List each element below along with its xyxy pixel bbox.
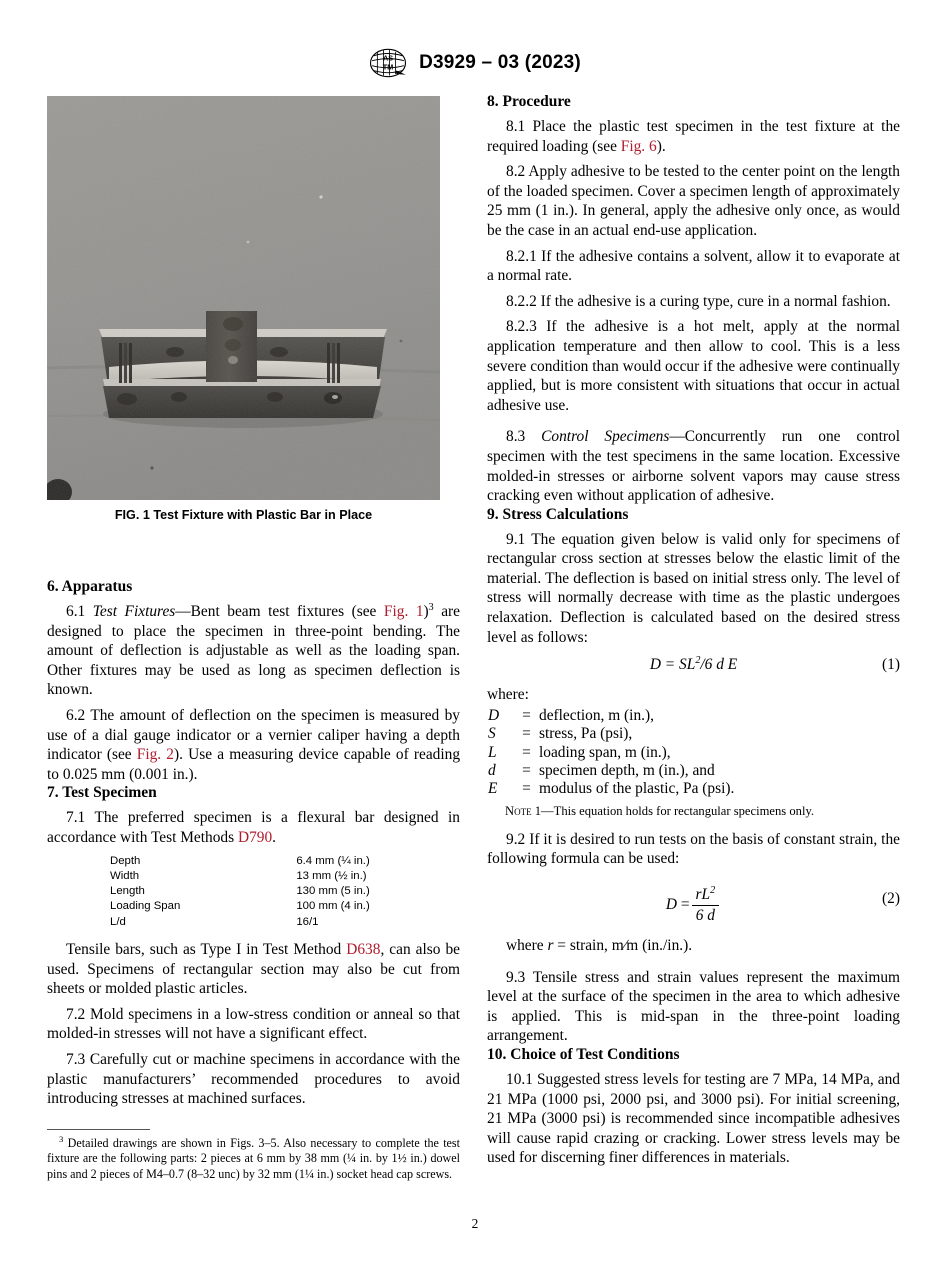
equals-sign: = xyxy=(522,780,531,798)
page-number: 2 xyxy=(471,1216,479,1231)
footnote-ref-3[interactable]: 3 xyxy=(428,601,434,613)
para-8-3-text: —Concurrently run one control specimen with the test specimens in the same location. Excessive molded-in stresses or airborne solvent vapors may cause stress cracking even without application of adhesive. xyxy=(487,428,900,505)
page-title: D3929 – 03 (2023) xyxy=(419,52,581,73)
section-heading-choice-of-test-conditions: 10. Choice of Test Conditions xyxy=(487,1046,680,1064)
table-row xyxy=(110,855,370,870)
note-1 xyxy=(487,803,900,819)
eq2-where-symbol: r xyxy=(547,937,554,955)
paragraph-8-1 xyxy=(487,117,900,156)
para-8-3-term: Control Specimens xyxy=(541,428,670,446)
paragraph-9-1: 9.1 The equation given below is valid only for specimens of rectangular cross section at stresses below the elastic limit of the material. The deflection is based on initial stress only. The level of stress will normally decrease with time as the plastic undergoes relaxation. Deflection is calculated based on the desired stress level as follows: xyxy=(487,530,900,646)
table-row xyxy=(110,870,370,885)
eq2-where-text-a: where xyxy=(506,937,548,955)
eq2-lhs: D xyxy=(665,896,677,914)
spec-property: Length xyxy=(110,885,145,898)
para-8-3-number: 8.3 xyxy=(506,428,542,446)
footnote-divider xyxy=(47,1129,150,1130)
footnote-block xyxy=(47,1129,460,1182)
spec-value: 130 mm (5 in.) xyxy=(296,885,370,898)
eq2-numerator-exponent: 2 xyxy=(710,884,716,896)
para-8-1-text-a: 8.1 Place the plastic test specimen in the test fixture at the required loading (see xyxy=(487,118,900,155)
footnote-text: Detailed drawings are shown in Figs. 3–5. Also necessary to complete the test fixture are the following parts: 2 pieces at 6 mm by 38 mm (¼ in. by 1½ in.) dowel pins and 2 pieces of M4–0.7 (8–32 unc) by 32 mm (1¼ in.) socket head cap screws. xyxy=(47,1136,460,1181)
section-heading-test-specimen: 7. Test Specimen xyxy=(47,784,157,802)
equation-2-body xyxy=(487,886,900,925)
equation-2-fraction xyxy=(692,886,720,925)
symbol-definition: modulus of the plastic, Pa (psi). xyxy=(539,780,735,798)
table-row xyxy=(110,885,370,900)
paragraph-6-1 xyxy=(47,602,460,700)
symbol-definition: specimen depth, m (in.), and xyxy=(539,762,715,780)
symbol: E xyxy=(488,780,498,798)
spec-value: 13 mm (½ in.) xyxy=(296,869,367,882)
paragraph-8-2-2: 8.2.2 If the adhesive is a curing type, cure in a normal fashion. xyxy=(506,292,891,310)
equals-sign: = xyxy=(522,762,531,780)
symbol-definition: stress, Pa (psi), xyxy=(539,725,633,743)
paragraph-tensile-bars xyxy=(47,940,460,999)
para-6-1-text-b: —Bent beam test fixtures (see xyxy=(175,603,384,620)
equation-2-row xyxy=(487,876,900,924)
link-fig-1[interactable]: Fig. 1 xyxy=(383,603,424,620)
specimen-table-body xyxy=(110,855,370,931)
right-column xyxy=(487,93,900,1168)
link-fig-6[interactable]: Fig. 6 xyxy=(620,137,657,155)
symbol-definitions-body xyxy=(488,707,734,799)
para-8-1-text-b: ). xyxy=(656,137,666,155)
footnote-marker: 3 xyxy=(59,1133,64,1144)
test-fixture-photo-svg xyxy=(47,96,440,500)
para-6-1-text-d: are designed to place the specimen in three-point bending. The amount of deflection is adjustable as well as the loading span. Other fixtures may be used as long as specimen deflection is known. xyxy=(47,603,460,699)
para-tensile-text-a: Tensile bars, such as Type I in Test Method xyxy=(66,941,347,959)
equation-1-number: (1) xyxy=(882,656,900,674)
symbol: L xyxy=(488,743,497,761)
paragraph-7-2: 7.2 Mold specimens in a low-stress condition or anneal so that molded-in stresses will not have a significant effect. xyxy=(47,1005,460,1043)
equation-2-number: (2) xyxy=(882,890,900,908)
note-text: 1—This equation holds for rectangular specimens only. xyxy=(531,803,815,818)
eq1-rhs-rest: /6 d E xyxy=(700,656,738,674)
astm-logo xyxy=(369,48,407,78)
note-label: Note xyxy=(505,803,532,818)
svg-text:AS: AS xyxy=(383,53,394,63)
link-fig-2[interactable]: Fig. 2 xyxy=(136,746,175,764)
section-heading-procedure: 8. Procedure xyxy=(487,93,571,110)
eq2-numerator-base: rL xyxy=(695,886,711,904)
table-row xyxy=(488,762,734,780)
symbol-definitions-table xyxy=(488,707,734,799)
para-6-1-term: Test Fixtures xyxy=(92,603,176,620)
equation-1-row xyxy=(487,656,900,678)
equals-sign: = xyxy=(522,706,531,724)
footnote-3 xyxy=(47,1133,460,1182)
eq1-rhs-s: SL xyxy=(679,656,696,674)
eq2-numerator xyxy=(692,886,720,906)
table-row xyxy=(488,707,734,725)
table-row xyxy=(110,916,370,931)
spec-value: 100 mm (4 in.) xyxy=(296,900,370,913)
section-heading-apparatus: 6. Apparatus xyxy=(47,578,133,595)
table-row xyxy=(488,744,734,762)
page-header xyxy=(0,48,950,78)
para-6-2-text-b: ). Use a measuring device capable of reading to 0.025 mm (0.001 in.). xyxy=(47,746,461,783)
equation-1-body xyxy=(487,656,900,674)
spec-value: 16/1 xyxy=(296,915,319,928)
paragraph-eq2-where xyxy=(487,936,900,956)
paragraph-7-1 xyxy=(47,808,460,847)
table-row xyxy=(488,725,734,743)
section-heading-stress-calculations: 9. Stress Calculations xyxy=(487,505,629,523)
eq2-where-text-b: = strain, m∕m (in./in.). xyxy=(553,937,693,955)
symbol: D xyxy=(488,706,500,724)
eq1-exponent: 2 xyxy=(695,655,701,667)
equals-sign: = xyxy=(522,725,531,743)
table-row xyxy=(110,900,370,915)
para-tensile-text-b: , can also be used. Specimens of rectangular section may also be cut from sheets or molded plastic articles. xyxy=(47,941,460,998)
paragraph-9-3: 9.3 Tensile stress and strain values represent the maximum level at the surface of the specimen in the area to which adhesive is applied. This is mid-span in the three-point loading arrangement. xyxy=(487,968,900,1045)
spec-property: Depth xyxy=(110,854,141,867)
para-6-1-text-c: ) xyxy=(423,603,429,620)
spec-property: L/d xyxy=(110,915,126,928)
svg-text:TM: TM xyxy=(382,62,394,72)
para-7-1-text-a: 7.1 The preferred specimen is a flexural bar designed in accordance with Test Methods xyxy=(47,809,460,846)
paragraph-6-2 xyxy=(47,706,460,784)
eq2-denominator: 6 d xyxy=(695,907,715,925)
figure-1-photograph xyxy=(47,96,440,500)
spec-property: Loading Span xyxy=(110,900,181,913)
paragraph-10-1: 10.1 Suggested stress levels for testing are 7 MPa, 14 MPa, and 21 MPa (1000 psi, 2000 psi, and 3000 psi). For initial screening, 21 MPa (3000 psi) is recommended since incompatible adhesives will cause rapid crazing or cracking. Lower stress levels may be used for discerning finer differences in materials. xyxy=(487,1071,900,1167)
eq2-equals: = xyxy=(680,896,690,914)
paragraph-8-2-1: 8.2.1 If the adhesive contains a solvent, allow it to evaporate at a normal rate. xyxy=(487,247,900,285)
paragraph-8-2: 8.2 Apply adhesive to be tested to the center point on the length of the loaded specimen. Cover a specimen length of approximately 25 mm (1 in.). In general, apply the adhesive only once, as would be the case in an actual end-use application. xyxy=(487,163,900,239)
eq1-equals: = xyxy=(664,656,676,674)
spec-property: Width xyxy=(110,869,140,882)
symbol-definition: deflection, m (in.), xyxy=(539,706,654,724)
spec-value: 6.4 mm (¼ in.) xyxy=(296,854,370,867)
symbol: S xyxy=(488,725,496,743)
where-label-1: where: xyxy=(487,686,529,704)
figure-1-caption: FIG. 1 Test Fixture with Plastic Bar in Place xyxy=(114,508,373,522)
paragraph-8-2-3: 8.2.3 If the adhesive is a hot melt, apply at the normal application temperature and then allow to cool. This is a less severe condition than would occur if the adhesive were continually applied, but is more consistent with situations that occur in actual adhesive use. xyxy=(487,318,900,414)
specimen-dimensions-table xyxy=(110,855,370,931)
para-6-2-text-a: 6.2 The amount of deflection on the specimen is measured by use of a dial gauge indicator or a vernier caliper having a depth indicator (see xyxy=(47,706,460,764)
table-row xyxy=(488,780,734,798)
eq1-lhs: D xyxy=(649,656,661,674)
symbol-definition: loading span, m (in.), xyxy=(539,743,671,761)
equals-sign: = xyxy=(522,743,531,761)
symbol: d xyxy=(488,762,496,780)
link-d638[interactable]: D638 xyxy=(346,941,381,959)
paragraph-9-2: 9.2 If it is desired to run tests on the basis of constant strain, the following formula can be used: xyxy=(487,830,900,868)
para-6-1-number: 6.1 xyxy=(66,603,93,620)
para-7-1-text-b: . xyxy=(272,828,277,846)
paragraph-7-3: 7.3 Carefully cut or machine specimens in accordance with the plastic manufacturers’ recommended procedures to avoid introducing stresses at machined surfaces. xyxy=(47,1050,460,1108)
paragraph-8-3 xyxy=(487,427,900,505)
link-d790[interactable]: D790 xyxy=(237,828,273,846)
left-column xyxy=(47,96,460,1109)
